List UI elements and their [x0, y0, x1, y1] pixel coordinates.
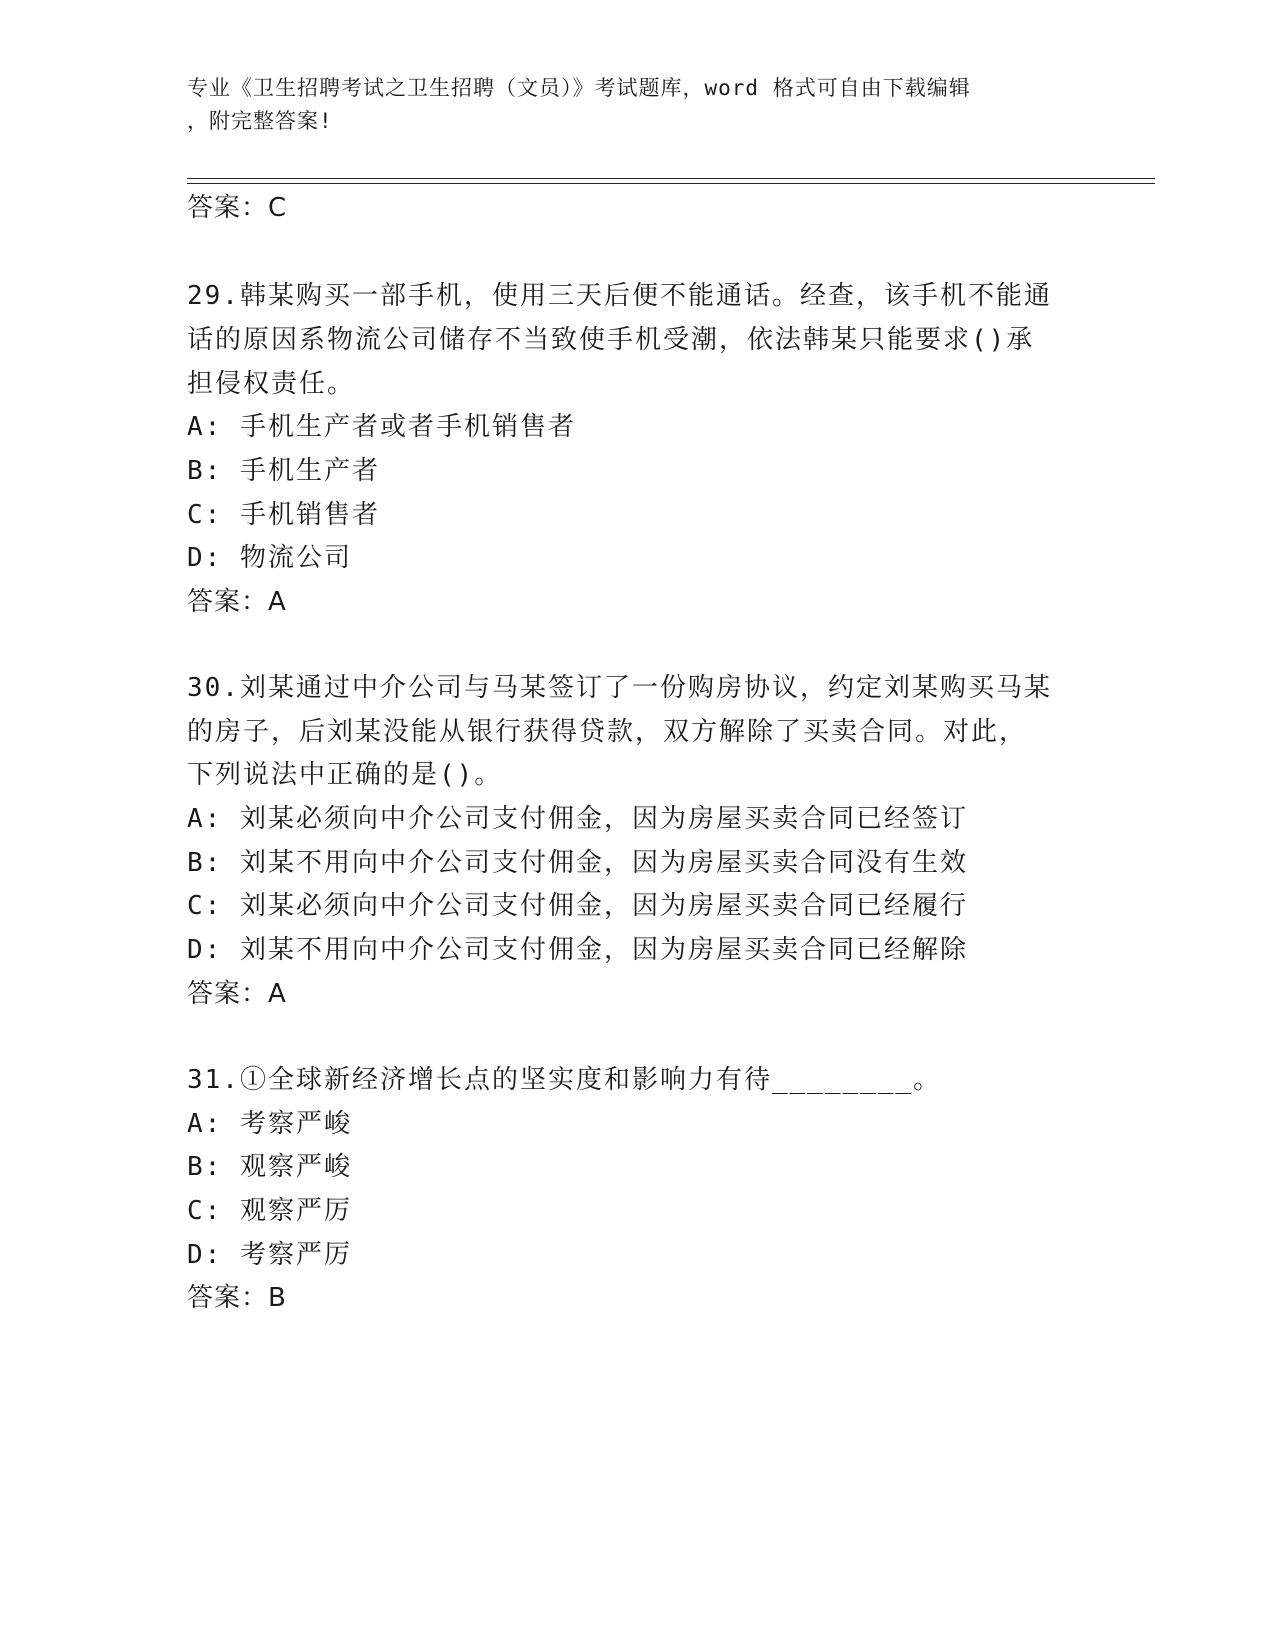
question-30-stem-line-2: 的房子，后刘某没能从银行获得贷款，双方解除了买卖合同。对此， — [187, 717, 1028, 747]
question-31-option-a: A: 考察严峻 — [187, 1109, 352, 1139]
question-31-option-c: C: 观察严厉 — [187, 1196, 352, 1226]
question-31-answer: 答案：B — [187, 1283, 287, 1313]
header-line-2: ，附完整答案! — [187, 109, 333, 133]
question-29-option-a: A: 手机生产者或者手机销售者 — [187, 412, 576, 442]
question-30-answer: 答案：A — [187, 979, 287, 1009]
question-31-option-d: D: 考察严厉 — [187, 1240, 352, 1270]
question-29-option-d: D: 物流公司 — [187, 543, 352, 573]
header-divider-top — [187, 178, 1155, 179]
question-30-option-a: A: 刘某必须向中介公司支付佣金，因为房屋买卖合同已经签订 — [187, 804, 968, 834]
question-30-option-b: B: 刘某不用向中介公司支付佣金，因为房屋买卖合同没有生效 — [187, 848, 968, 878]
question-29-stem-line-3: 担侵权责任。 — [187, 369, 356, 399]
question-29-answer: 答案：A — [187, 587, 287, 617]
question-30-option-d: D: 刘某不用向中介公司支付佣金，因为房屋买卖合同已经解除 — [187, 935, 968, 965]
question-30-stem-line-1: 30.刘某通过中介公司与马某签订了一份购房协议，约定刘某购买马某 — [187, 673, 1052, 703]
question-31-option-b: B: 观察严峻 — [187, 1152, 352, 1182]
question-29-option-b: B: 手机生产者 — [187, 456, 380, 486]
document-header — [187, 72, 1067, 138]
header-divider-bottom — [187, 183, 1155, 184]
question-30-option-c: C: 刘某必须向中介公司支付佣金，因为房屋买卖合同已经履行 — [187, 891, 968, 921]
question-29-stem-line-2: 话的原因系物流公司储存不当致使手机受潮，依法韩某只能要求()承 — [187, 325, 1035, 355]
header-line-1: 专业《卫生招聘考试之卫生招聘（文员）》考试题库，word 格式可自由下载编辑 — [187, 76, 971, 100]
question-30-stem-line-3: 下列说法中正确的是()。 — [187, 760, 503, 790]
question-29-stem-line-1: 29.韩某购买一部手机，使用三天后便不能通话。经查，该手机不能通 — [187, 281, 1052, 311]
question-29-option-c: C: 手机销售者 — [187, 500, 380, 530]
question-31-stem-line-1: 31.①全球新经济增长点的坚实度和影响力有待________。 — [187, 1065, 942, 1095]
answer-28: 答案：C — [187, 193, 288, 223]
